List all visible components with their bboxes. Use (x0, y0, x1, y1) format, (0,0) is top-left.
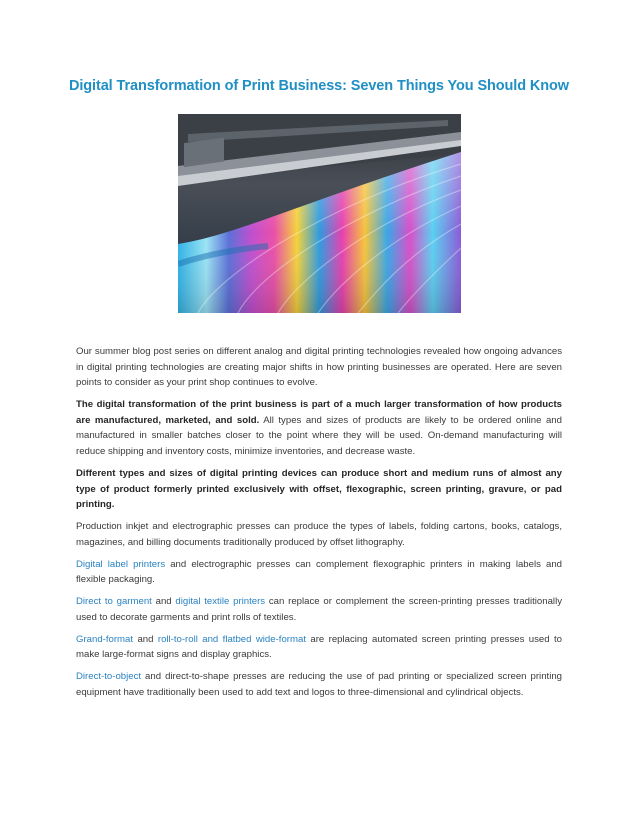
bold-statement: Different types and sizes of digital printing devices can produce short and medium runs of almost any type of product formerly printed exclusively with offset, flexographic, screen printing, gravure, or pad printing. (76, 467, 562, 511)
paragraph-garment: Direct to garment and digital textile printers can replace or complement the screen-printing presses traditionally used to decorate garments and print rolls of textiles. (76, 596, 562, 623)
paragraph-direct-to-object: Direct-to-object and direct-to-shape presses are reducing the use of pad printing or specialized screen printing equipment have traditionally been used to add text and logos to three-dimensional and cylindrical objects. (76, 671, 562, 699)
printer-photo (178, 114, 461, 313)
link-grand-format[interactable]: Grand-format (76, 633, 134, 645)
page-title: Digital Transformation of Print Business: Seven Things You Should Know (68, 78, 569, 94)
article-body (76, 344, 562, 707)
link-direct-to-object[interactable]: Direct-to-object (76, 671, 142, 683)
link-digital-textile-printers[interactable]: digital textile printers (175, 596, 266, 608)
link-roll-to-roll-flatbed[interactable]: roll-to-roll and flatbed wide-format (157, 633, 306, 645)
link-direct-to-garment[interactable]: Direct to garment (76, 596, 152, 608)
link-digital-label-printers[interactable]: Digital label printers (76, 558, 166, 570)
paragraph-label-printers: Digital label printers and electrographic presses can complement flexographic printers in making labels and flexible packaging. (76, 558, 563, 586)
paragraph-devices (76, 466, 562, 513)
bold-statement: The digital transformation of the print business is part of a much larger transformation of how products are manufactured, marketed, and sold. (76, 399, 562, 426)
paragraph-grand-format: Grand-format and roll-to-roll and flatbed wide-format are replacing automated screen printing presses used to make large-format signs and display graphics. (76, 633, 562, 661)
paragraph-transformation: The digital transformation of the print business is part of a much larger transformation of how products are manufactured, marketed, and sold. All types and sizes of products are likely to be ordered online and manufactured in smaller batches closer to the point where they will be used. On-demand manufacturing will reduce shipping and inventory costs, minimize inventories, and decrease waste. (76, 399, 562, 457)
paragraph-production-inkjet: Production inkjet and electrographic presses can produce the types of labels, folding cartons, books, catalogs, magazines, and billing documents traditionally produced by offset lithography. (76, 521, 562, 548)
paragraph-intro: Our summer blog post series on different analog and digital printing technologies revealed how ongoing advances in digital printing technologies are creating major shifts in how printing businesses are operated. Here are seven points to consider as your print shop continues to evolve. (76, 346, 562, 389)
